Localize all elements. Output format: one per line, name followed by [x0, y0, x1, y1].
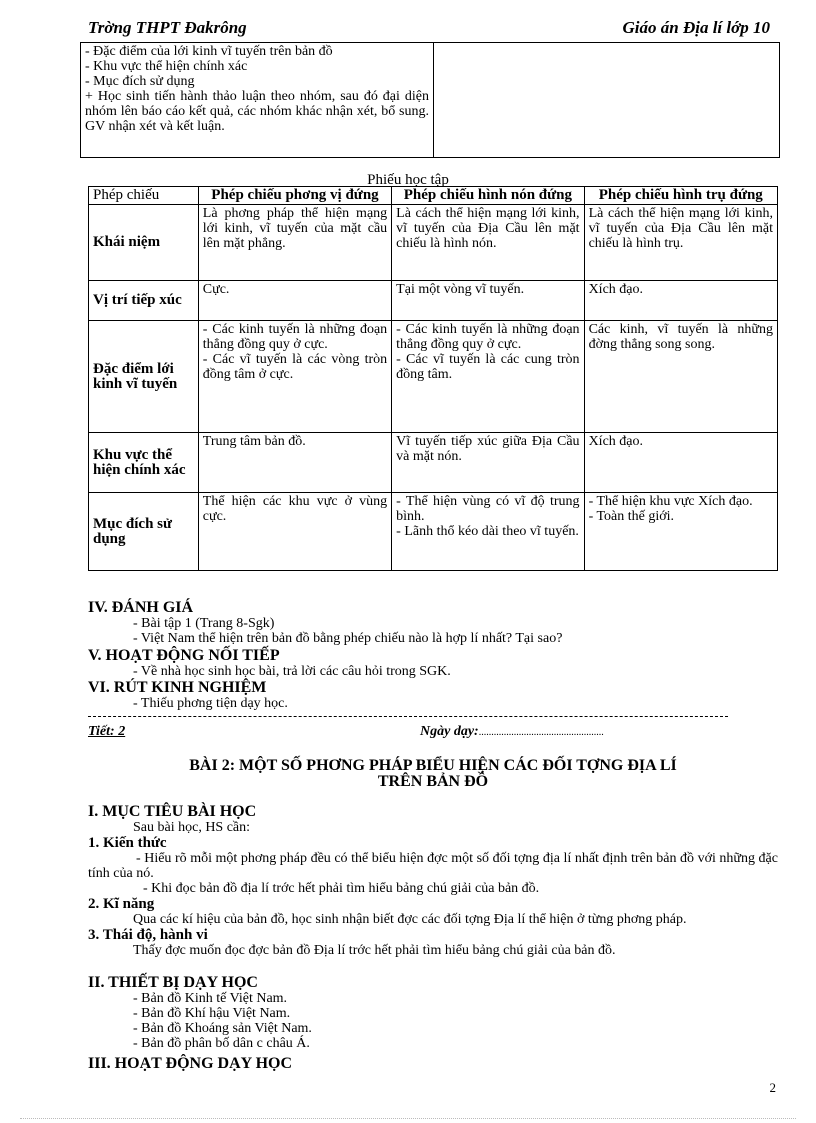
table-row [89, 321, 778, 433]
activity-line: - Đặc điểm của lới kinh vĩ tuyến trên bản đồ [85, 44, 333, 59]
teaching-date [420, 724, 604, 740]
activity-line: - Mục đích sử dụng [85, 74, 195, 89]
header-subject: Giáo án Địa lí lớp 10 [622, 18, 770, 37]
section-equipment [88, 975, 778, 1051]
table-row [89, 205, 778, 281]
table-cell: Xích đạo. [584, 433, 777, 493]
activity-line: + Học sinh tiến hành thảo luận theo nhóm, sau đó đại diện nhóm lên báo cáo kết quả, các nhóm khác nhận xét, bổ sung. GV nhận xét và kết luận. [85, 89, 429, 134]
section-title: III. HOẠT ĐỘNG DẠY HỌC [88, 1055, 293, 1072]
section-line: Sau bài học, HS cần: [133, 820, 251, 835]
table-cell: Vĩ tuyến tiếp xúc giữa Địa Cầu và mặt nón. [392, 433, 584, 493]
section-line: - Về nhà học sinh học bài, trả lời các câu hỏi trong SGK. [133, 664, 451, 679]
row-header: Đặc điểm lới kinh vĩ tuyến [89, 321, 199, 433]
table-header-row [89, 187, 778, 205]
table-row [89, 281, 778, 321]
section-evaluation [88, 600, 778, 646]
table-header: Phép chiếu phơng vị đứng [198, 187, 391, 205]
section-followup [88, 648, 778, 679]
table-cell: - Các kinh tuyến là những đoạn thẳng đồng quy ở cực. - Các vĩ tuyến là các cung tròn đồng tâm. [392, 321, 584, 433]
table-cell: Xích đạo. [584, 281, 777, 321]
lesson-title-line1: BÀI 2: MỘT SỐ PHƠNG PHÁP BIỂU HIỆN CÁC ĐỐI TỢNG ĐỊA LÍ [189, 757, 677, 774]
projection-table [88, 186, 778, 571]
activity-table [80, 42, 780, 158]
list-item: - Bản đồ phân bố dân c châu Á. [133, 1036, 310, 1051]
page-number: 2 [769, 1080, 776, 1095]
section-experience [88, 680, 778, 711]
table-cell: Các kinh, vĩ tuyến là những đờng thẳng song song. [584, 321, 777, 433]
table-cell: Là phơng pháp thể hiện mạng lới kinh, vĩ tuyến của mặt cầu lên mặt phẳng. [198, 205, 391, 281]
table-header: Phép chiếu [89, 187, 199, 205]
table-cell: Là cách thể hiện mạng lới kinh, vĩ tuyến của Địa Cầu lên mặt chiếu là hình nón. [392, 205, 584, 281]
row-header: Vị trí tiếp xúc [89, 281, 199, 321]
teaching-date-label: Ngày dạy: [420, 724, 479, 739]
section-title: II. THIẾT BỊ DẠY HỌC [88, 974, 258, 991]
subsection-title: 2. Kĩ năng [88, 896, 155, 912]
activity-empty-cell [434, 43, 780, 158]
table-row [89, 433, 778, 493]
page-header [88, 18, 778, 43]
section-line: - Hiểu rõ mỗi một phơng pháp đều có thể biểu hiện đợc một số đối tợng địa lí nhất định trên bản đồ với những đặc tính của nó. [88, 851, 778, 881]
section-line: - Thiếu phơng tiện dạy học. [133, 696, 288, 711]
table-cell: - Thể hiện khu vực Xích đạo. - Toàn thế giới. [584, 493, 777, 571]
table-header: Phép chiếu hình nón đứng [392, 187, 584, 205]
section-line: Thấy đợc muốn đọc đợc bản đồ Địa lí trớc hết phải tìm hiểu bảng chú giải của bản đồ. [133, 943, 616, 958]
section-title: V. HOẠT ĐỘNG NỐI TIẾP [88, 647, 280, 664]
table-cell: Thể hiện các khu vực ở vùng cực. [198, 493, 391, 571]
section-title: IV. ĐÁNH GIÁ [88, 599, 194, 616]
worksheet-title: Phiếu học tập [367, 172, 449, 188]
list-item: - Bản đồ Khí hậu Việt Nam. [133, 1006, 291, 1021]
table-cell: Trung tâm bản đồ. [198, 433, 391, 493]
section-objectives [88, 804, 778, 958]
subsection-title: 3. Thái độ, hành vi [88, 927, 208, 943]
section-line: - Việt Nam thể hiện trên bản đồ bằng phép chiếu nào là hợp lí nhất? Tại sao? [133, 631, 563, 646]
activity-cell [81, 43, 434, 158]
table-cell: - Thể hiện vùng có vĩ độ trung bình. - Lãnh thổ kéo dài theo vĩ tuyến. [392, 493, 584, 571]
table-cell: Tại một vòng vĩ tuyến. [392, 281, 584, 321]
table-cell: Cực. [198, 281, 391, 321]
teaching-date-blank: .................................................. [478, 727, 604, 738]
lesson-period: Tiết: 2 [88, 724, 126, 739]
lesson-title-line2: TRÊN BẢN ĐỒ [377, 773, 489, 790]
activity-line: - Khu vực thể hiện chính xác [85, 59, 248, 74]
page-bottom-border [20, 1118, 796, 1119]
table-header: Phép chiếu hình trụ đứng [584, 187, 777, 205]
section-line: - Khi đọc bản đồ địa lí trớc hết phải tìm hiểu bảng chú giải của bản đồ. [143, 881, 540, 896]
section-title: I. MỤC TIÊU BÀI HỌC [88, 803, 257, 820]
row-header: Khu vực thể hiện chính xác [89, 433, 199, 493]
section-activities [88, 1056, 778, 1072]
header-school: Trờng THPT Đakrông [88, 18, 247, 37]
separator-line [88, 716, 728, 717]
row-header: Khái niệm [89, 205, 199, 281]
lesson-title [88, 758, 778, 790]
section-line: Qua các kí hiệu của bản đồ, học sinh nhận biết đợc các đối tợng Địa lí thể hiện ở từng phơng pháp. [133, 912, 687, 927]
row-header: Mục đích sử dụng [89, 493, 199, 571]
list-item: - Bản đồ Khoáng sản Việt Nam. [133, 1021, 312, 1036]
table-cell: - Các kinh tuyến là những đoạn thẳng đồng quy ở cực. - Các vĩ tuyến là các vòng tròn đồng tâm ở cực. [198, 321, 391, 433]
list-item: - Bản đồ Kinh tế Việt Nam. [133, 991, 288, 1006]
subsection-title: 1. Kiến thức [88, 835, 167, 851]
table-row [89, 493, 778, 571]
section-line: - Bài tập 1 (Trang 8-Sgk) [133, 616, 275, 631]
section-title: VI. RÚT KINH NGHIỆM [88, 679, 267, 696]
table-cell: Là cách thể hiện mạng lới kinh, vĩ tuyến của Địa Cầu lên mặt chiếu là hình trụ. [584, 205, 777, 281]
